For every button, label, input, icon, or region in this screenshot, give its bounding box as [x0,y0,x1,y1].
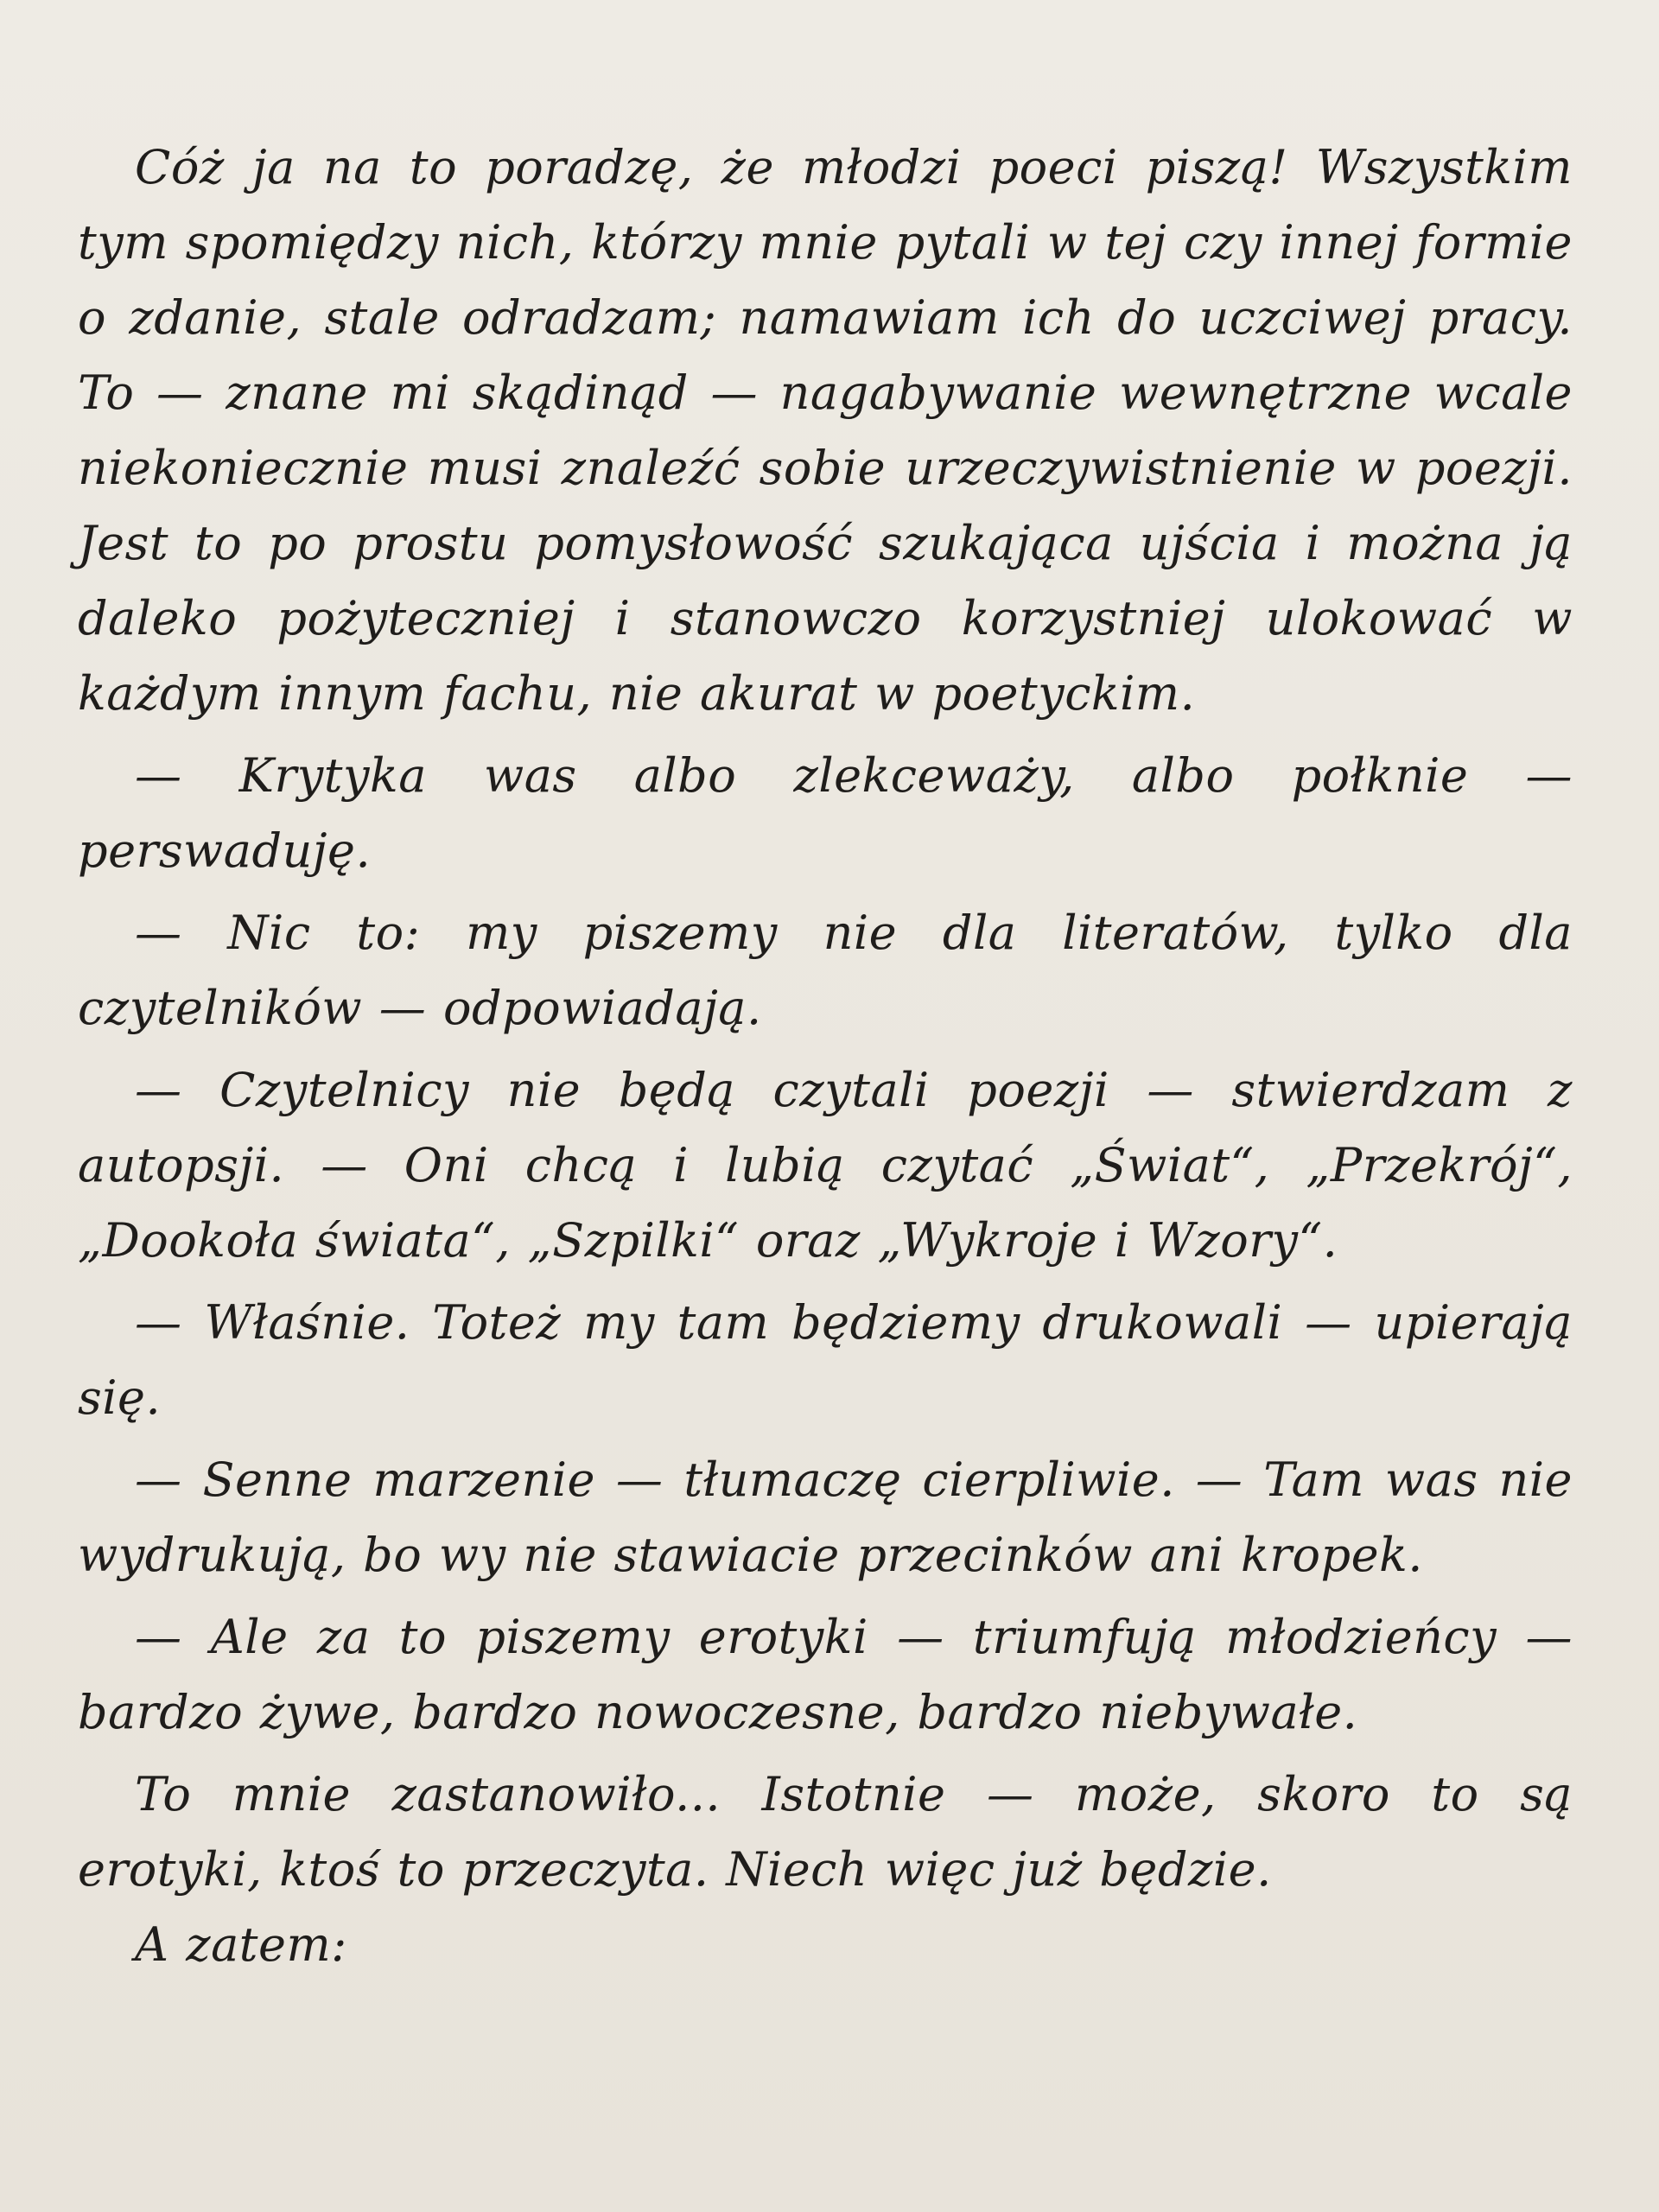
body-text [78,130,1573,1982]
paragraph-dialogue-2: — Nic to: my piszemy nie dla literatów, tylko dla czytelników — odpowiadają. [78,906,1573,1035]
paragraph-dialogue-1: — Krytyka was albo zlekceważy, albo połknie — perswaduję. [78,748,1573,878]
paragraph-closing: A zatem: [135,1917,347,1972]
paragraph-dialogue-3: — Czytelnicy nie będą czytali poezji — stwierdzam z autopsji. — Oni chcą i lubią czytać „Świat“, „Przekrój“, „Dookoła świata“, „Szpilki“ oraz „Wykroje i Wzory“. [78,1063,1573,1268]
paragraph-dialogue-4: — Właśnie. Toteż my tam będziemy drukowali — upierają się. [78,1295,1573,1425]
paragraph-intro: Cóż ja na to poradzę, że młodzi poeci piszą! Wszystkim tym spomiędzy nich, którzy mnie pytali w tej czy innej formie o zdanie, stale odradzam; namawiam ich do uczciwej pracy. To — znane mi skądinąd — nagabywanie wewnętrzne wcale niekoniecznie musi znaleźć sobie urzeczywistnienie w poezji. Jest to po prostu pomysłowość szukająca ujścia i można ją daleko pożyteczniej i stanowczo korzystniej ulokować w każdym innym fachu, nie akurat w poetyckim. [78,140,1573,721]
paragraph-dialogue-6: — Ale za to piszemy erotyki — triumfują młodzieńcy — bardzo żywe, bardzo nowoczesne, bardzo niebywałe. [78,1610,1573,1739]
paragraph-dialogue-5: — Senne marzenie — tłumaczę cierpliwie. — Tam was nie wydrukują, bo wy nie stawiacie przecinków ani kropek. [78,1452,1573,1582]
paragraph-reflection: To mnie zastanowiło... Istotnie — może, skoro to są erotyki, ktoś to przeczyta. Niech więc już będzie. [78,1767,1573,1897]
